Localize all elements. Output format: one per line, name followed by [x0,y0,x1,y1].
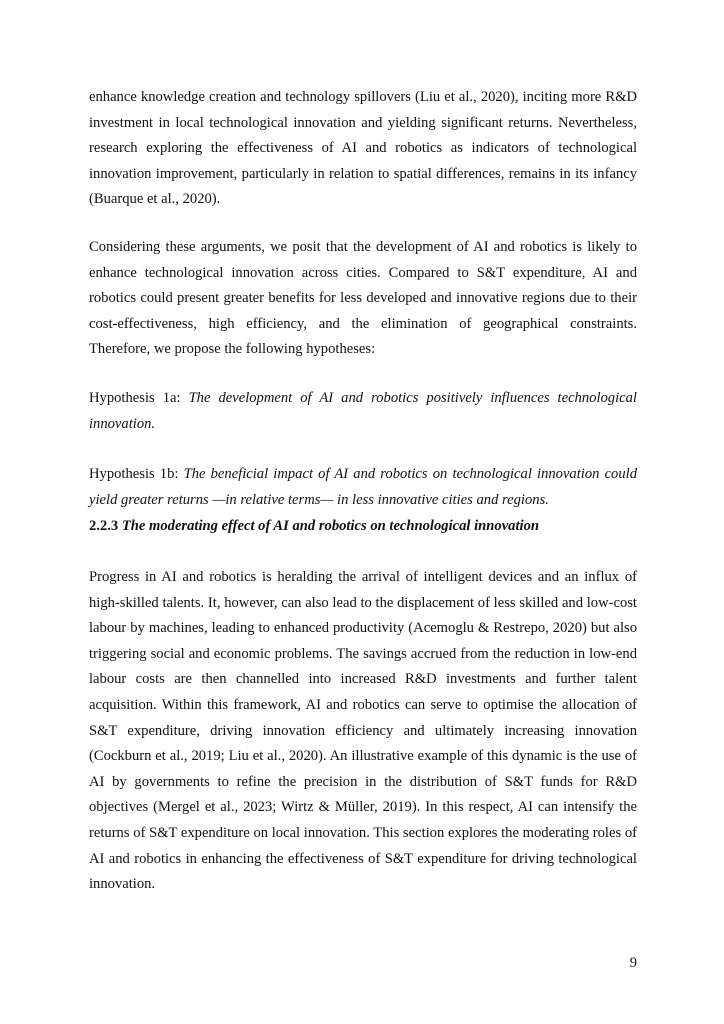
hypothesis-1a [89,386,637,437]
page-number: 9 [629,955,637,971]
hypothesis-1b-text: The beneficial impact of AI and robotics on technological innovation could yield greater returns —in relative terms— in less innovative cities and regions. [89,466,637,508]
hypothesis-1b-label: Hypothesis 1b: [89,466,184,482]
hypothesis-1a-label: Hypothesis 1a: [89,390,189,406]
hypothesis-1a-text: The development of AI and robotics positively influences technological innovation. [89,390,637,432]
section-heading [89,514,637,540]
hypothesis-1b [89,462,637,513]
paragraph-progress-ai: Progress in AI and robotics is heralding the arrival of intelligent devices and an influx of high-skilled talents. It, however, can also lead to the displacement of less skilled and low-cost labour by machines, leading to enhanced productivity (Acemoglu & Restrepo, 2020) but also triggering social and economic problems. The savings accrued from the reduction in low-end labour costs are then channelled into increased R&D investments and further talent acquisition. Within this framework, AI and robotics can serve to optimise the allocation of S&T expenditure, driving innovation efficiency and ultimately increasing innovation (Cockburn et al., 2019; Liu et al., 2020). An illustrative example of this dynamic is the use of AI by governments to refine the precision in the distribution of S&T funds for R&D objectives (Mergel et al., 2023; Wirtz & Müller, 2019). In this respect, AI can intensify the returns of S&T expenditure on local innovation. This section explores the moderating roles of AI and robotics in enhancing the effectiveness of S&T expenditure for driving technological innovation. [89,569,637,893]
paragraph-considering-arguments: Considering these arguments, we posit that the development of AI and robotics is likely to enhance technological innovation across cities. Compared to S&T expenditure, AI and robotics could present greater benefits for less developed and innovative regions due to their cost-effectiveness, high efficiency, and the elimination of geographical constraints. Therefore, we propose the following hypotheses: [89,239,637,358]
section-number: 2.2.3 [89,518,122,534]
paragraph-rd-investment: enhance knowledge creation and technology spillovers (Liu et al., 2020), inciting more R&D investment in local technological innovation and yielding significant returns. Nevertheless, research exploring the effectiveness of AI and robotics as indicators of technological innovation improvement, particularly in relation to spatial differences, remains in its infancy (Buarque et al., 2020). [89,89,637,208]
section-title: The moderating effect of AI and robotics on technological innovation [121,518,539,534]
